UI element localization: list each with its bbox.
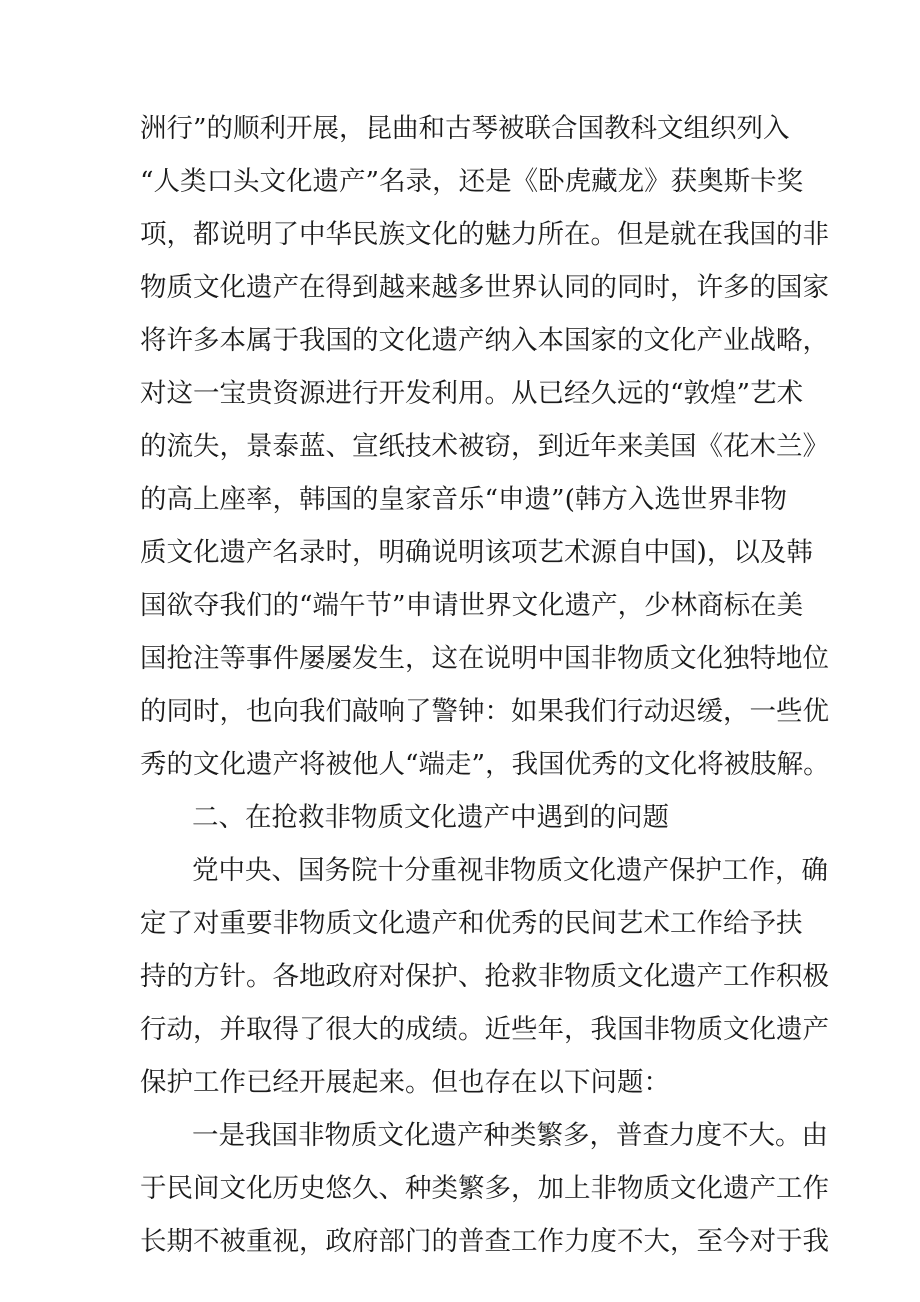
text-line: 国抢注等事件屡屡发生，这在说明中国非物质文化独特地位 — [140, 643, 829, 674]
text-line: 秀的文化遗产将被他人“端走”，我国优秀的文化将被肢解。 — [140, 749, 830, 780]
text-line: 对这一宝贵资源进行开发利用。从已经久远的“敦煌”艺术 — [140, 378, 804, 409]
paragraph-heritage-loss — [140, 102, 830, 791]
heading-text: 二、在抢救非物质文化遗产中遇到的问题 — [192, 802, 669, 833]
text-line: 长期不被重视，政府部门的普查工作力度不大，至今对于我 — [140, 1226, 829, 1257]
section-heading — [140, 791, 782, 844]
text-line: 质文化遗产名录时，明确说明该项艺术源自中国)，以及韩 — [140, 537, 813, 568]
text-line: 党中央、国务院十分重视非物质文化遗产保护工作，确 — [192, 855, 828, 886]
text-line: “人类口头文化遗产”名录，还是《卧虎藏龙》获奥斯卡奖 — [140, 166, 804, 197]
document-page — [140, 102, 830, 1268]
text-line: 将许多本属于我国的文化遗产纳入本国家的文化产业战略， — [140, 325, 829, 356]
paragraph-problem-one — [140, 1109, 829, 1268]
text-line: 持的方针。各地政府对保护、抢救非物质文化遗产工作积极 — [140, 961, 829, 992]
text-line: 的高上座率，韩国的皇家音乐“申遗”(韩方入选世界非物 — [140, 484, 787, 515]
text-line: 定了对重要非物质文化遗产和优秀的民间艺术工作给予扶 — [140, 908, 803, 939]
text-line: 的同时，也向我们敲响了警钟：如果我们行动迟缓，一些优 — [140, 696, 829, 727]
text-line: 物质文化遗产在得到越来越多世界认同的同时，许多的国家 — [140, 272, 829, 303]
text-line: 的流失，景泰蓝、宣纸技术被窃，到近年来美国《花木兰》 — [140, 431, 829, 462]
text-line: 行动，并取得了很大的成绩。近些年，我国非物质文化遗产 — [140, 1014, 829, 1045]
paragraph-government-policy — [140, 844, 829, 1109]
text-line: 国欲夺我们的“端午节”申请世界文化遗产，少林商标在美 — [140, 590, 804, 621]
text-line: 保护工作已经开展起来。但也存在以下问题： — [140, 1067, 670, 1098]
text-line: 洲行”的顺利开展，昆曲和古琴被联合国教科文组织列入 — [140, 113, 790, 144]
text-line: 一是我国非物质文化遗产种类繁多，普查力度不大。由 — [192, 1120, 828, 1151]
text-line: 于民间文化历史悠久、种类繁多，加上非物质文化遗产工作 — [140, 1173, 829, 1204]
text-line: 项，都说明了中华民族文化的魅力所在。但是就在我国的非 — [140, 219, 829, 250]
